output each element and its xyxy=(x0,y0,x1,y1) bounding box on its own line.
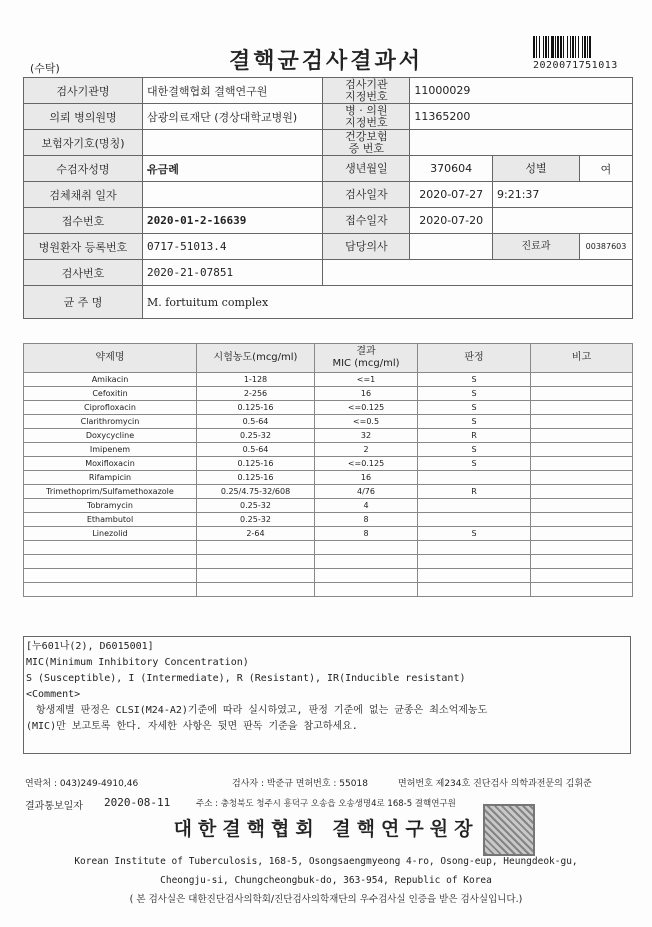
table-row xyxy=(24,443,633,457)
table-row xyxy=(24,541,633,555)
drug-mic-cell xyxy=(315,569,418,583)
notify-date: 2020-08-11 xyxy=(104,796,171,809)
drug-drug-cell xyxy=(24,569,197,583)
drug-table xyxy=(23,343,633,597)
table-row xyxy=(24,569,633,583)
drug-drug-cell: Trimethoprim/Sulfamethoxazole xyxy=(24,485,197,499)
drug-interp-cell xyxy=(418,499,531,513)
comment-label: <Comment> xyxy=(26,689,81,700)
receipt-date: 2020-07-20 xyxy=(410,208,493,234)
test-date: 2020-07-27 xyxy=(410,182,493,208)
drug-remark-cell xyxy=(531,373,633,387)
drug-conc-cell: 2-64 xyxy=(197,527,315,541)
drug-drug-cell: Ethambutol xyxy=(24,513,197,527)
notify-label: 결과통보일자 xyxy=(25,801,83,812)
official-seal-icon xyxy=(483,804,535,856)
drug-mic-cell: 32 xyxy=(315,429,418,443)
drug-drug-cell: Linezolid xyxy=(24,527,197,541)
drug-drug-cell xyxy=(24,583,197,597)
drug-interp-cell: S xyxy=(418,373,531,387)
drug-remark-cell xyxy=(531,541,633,555)
receipt-date-label: 접수일자 xyxy=(323,208,410,234)
license: 면허번호 제234호 진단검사 의학과전문의 김휘준 xyxy=(398,779,592,789)
drug-interp-cell: R xyxy=(418,485,531,499)
drug-header: 약제명 xyxy=(24,344,197,373)
drug-remark-cell xyxy=(531,471,633,485)
mic-header: 결과 MIC (mcg/ml) xyxy=(315,344,418,373)
table-row xyxy=(24,485,633,499)
table-row xyxy=(24,499,633,513)
drug-interp-cell: S xyxy=(418,415,531,429)
drug-conc-cell xyxy=(197,583,315,597)
form-type: (수탁) xyxy=(30,62,60,75)
mic-definition: MIC(Minimum Inhibitory Concentration) xyxy=(26,657,249,668)
dob: 370604 xyxy=(410,156,493,182)
health-no-label: 건강보험 증 번호 xyxy=(323,130,410,156)
table-row xyxy=(24,373,633,387)
drug-drug-cell: Moxifloxacin xyxy=(24,457,197,471)
drug-interp-cell xyxy=(418,569,531,583)
drug-interp-cell xyxy=(418,541,531,555)
drug-remark-cell xyxy=(531,569,633,583)
drug-remark-cell xyxy=(531,457,633,471)
receipt-no-label: 접수번호 xyxy=(24,208,143,234)
drug-interp-cell: S xyxy=(418,527,531,541)
document-title: 결핵균검사결과서 xyxy=(228,48,424,74)
certification-note: ( 본 검사실은 대한진단검사의학회/진단검사의학재단의 우수검사실 인증을 받은 검사실입니다.) xyxy=(129,894,523,905)
patient-label: 수검자성명 xyxy=(24,156,143,182)
drug-drug-cell: Clarithromycin xyxy=(24,415,197,429)
organism: M. fortuitum complex xyxy=(143,286,633,319)
drug-conc-cell xyxy=(197,541,315,555)
insured-label: 보험자기호(명칭) xyxy=(24,130,143,156)
drug-conc-cell: 1-128 xyxy=(197,373,315,387)
drug-interp-cell xyxy=(418,555,531,569)
table-row xyxy=(24,583,633,597)
dept: 00387603 xyxy=(580,234,633,260)
drug-drug-cell: Ciprofloxacin xyxy=(24,401,197,415)
clinic-code-label: 병 · 의원 지정번호 xyxy=(323,104,410,130)
drug-conc-cell: 0.25-32 xyxy=(197,499,315,513)
drug-remark-cell xyxy=(531,485,633,499)
drug-mic-cell: <=0.5 xyxy=(315,415,418,429)
doctor-label: 담당의사 xyxy=(323,234,410,260)
table-row xyxy=(24,429,633,443)
table-row xyxy=(24,527,633,541)
receipt-no: 2020-01-2-16639 xyxy=(143,208,323,234)
clinic-code: 11365200 xyxy=(410,104,633,130)
drug-remark-cell xyxy=(531,527,633,541)
drug-interp-cell xyxy=(418,513,531,527)
legend-text: S (Susceptible), I (Intermediate), R (Resistant), IR(Inducible resistant) xyxy=(26,673,466,684)
drug-conc-cell xyxy=(197,569,315,583)
drug-drug-cell: Amikacin xyxy=(24,373,197,387)
dept-label: 진료과 xyxy=(493,234,580,260)
drug-conc-cell: 0.125-16 xyxy=(197,401,315,415)
drug-mic-cell: 4 xyxy=(315,499,418,513)
drug-conc-cell: 0.5-64 xyxy=(197,415,315,429)
drug-mic-cell xyxy=(315,555,418,569)
table-row xyxy=(24,387,633,401)
english-address-line-2: Cheongju-si, Chungcheongbuk-do, 363-954, Republic of Korea xyxy=(160,875,492,886)
drug-remark-cell xyxy=(531,555,633,569)
test-date-label: 검사일자 xyxy=(323,182,410,208)
examiner: 검사자 : 박준규 면허번호 : 55018 xyxy=(232,779,368,789)
drug-conc-cell: 0.25-32 xyxy=(197,513,315,527)
dob-label: 생년월일 xyxy=(323,156,410,182)
remark-header: 비고 xyxy=(531,344,633,373)
drug-mic-cell xyxy=(315,583,418,597)
exam-no-label: 검사번호 xyxy=(24,260,143,286)
drug-mic-cell: 8 xyxy=(315,513,418,527)
drug-mic-cell: 16 xyxy=(315,387,418,401)
test-time: 9:21:37 xyxy=(493,182,633,208)
drug-conc-cell xyxy=(197,555,315,569)
drug-conc-cell: 0.25/4.75-32/608 xyxy=(197,485,315,499)
drug-remark-cell xyxy=(531,429,633,443)
drug-remark-cell xyxy=(531,583,633,597)
comment-line-2: (MIC)만 보고토록 한다. 자세한 사항은 뒷면 판독 기준을 참고하세요. xyxy=(26,721,358,732)
table-row xyxy=(24,471,633,485)
drug-mic-cell xyxy=(315,541,418,555)
organization-name: 대한결핵협회 결핵연구원장 xyxy=(173,818,479,840)
drug-mic-cell: <=0.125 xyxy=(315,457,418,471)
drug-drug-cell: Rifampicin xyxy=(24,471,197,485)
drug-conc-cell: 0.5-64 xyxy=(197,443,315,457)
hospital-no-label: 병원환자 등록번호 xyxy=(24,234,143,260)
drug-interp-cell xyxy=(418,583,531,597)
drug-interp-cell: S xyxy=(418,443,531,457)
drug-conc-cell: 0.125-16 xyxy=(197,471,315,485)
comment-line-1: 항생제별 판정은 CLSI(M24-A2)기준에 따라 실시하였고, 판정 기준에 없는 균종은 최소억제농도 xyxy=(36,705,488,716)
collect-date xyxy=(143,182,323,208)
contact: 연락처 : 043)249-4910,46 xyxy=(25,779,139,789)
drug-remark-cell xyxy=(531,387,633,401)
drug-interp-cell: S xyxy=(418,387,531,401)
lab-code-label: 검사기관 지정번호 xyxy=(323,78,410,104)
drug-drug-cell: Doxycycline xyxy=(24,429,197,443)
lab-name: 대한결핵협회 결핵연구원 xyxy=(143,78,323,104)
hospital-no: 0717-51013.4 xyxy=(143,234,323,260)
drug-interp-cell: S xyxy=(418,401,531,415)
drug-remark-cell xyxy=(531,499,633,513)
drug-remark-cell xyxy=(531,401,633,415)
notes-box xyxy=(23,636,631,754)
drug-conc-cell: 2-256 xyxy=(197,387,315,401)
drug-mic-cell: <=1 xyxy=(315,373,418,387)
drug-drug-cell: Tobramycin xyxy=(24,499,197,513)
drug-remark-cell xyxy=(531,443,633,457)
table-row xyxy=(24,415,633,429)
barcode-icon xyxy=(533,36,627,58)
drug-mic-cell: <=0.125 xyxy=(315,401,418,415)
drug-drug-cell xyxy=(24,541,197,555)
lab-name-label: 검사기관명 xyxy=(24,78,143,104)
drug-interp-cell: R xyxy=(418,429,531,443)
drug-interp-cell: S xyxy=(418,457,531,471)
table-row xyxy=(24,457,633,471)
drug-mic-cell: 16 xyxy=(315,471,418,485)
clinic-label: 의뢰 병의원명 xyxy=(24,104,143,130)
doctor xyxy=(410,234,493,260)
drug-mic-cell: 4/76 xyxy=(315,485,418,499)
table-row xyxy=(24,513,633,527)
info-table xyxy=(23,77,633,319)
insured-value xyxy=(143,130,323,156)
drug-mic-cell: 8 xyxy=(315,527,418,541)
sex-label: 성별 xyxy=(493,156,580,182)
drug-mic-cell: 2 xyxy=(315,443,418,457)
clinic-name: 삼광의료재단 (경상대학교병원) xyxy=(143,104,323,130)
conc-header: 시험농도(mcg/ml) xyxy=(197,344,315,373)
collect-date-label: 검체채취 일자 xyxy=(24,182,143,208)
exam-no: 2020-21-07851 xyxy=(143,260,323,286)
drug-remark-cell xyxy=(531,415,633,429)
drug-interp-cell xyxy=(418,471,531,485)
notes-code: [누601나(2), D6015001] xyxy=(26,641,154,652)
sex: 여 xyxy=(580,156,633,182)
table-row xyxy=(24,401,633,415)
lab-code: 11000029 xyxy=(410,78,633,104)
drug-drug-cell: Imipenem xyxy=(24,443,197,457)
barcode-number: 2020071751013 xyxy=(533,60,618,71)
interp-header: 판정 xyxy=(418,344,531,373)
korean-address: 주소 : 충청북도 청주시 흥덕구 오송읍 오송생명4로 168-5 결핵연구원 xyxy=(196,799,456,809)
health-no xyxy=(410,130,633,156)
table-row xyxy=(24,555,633,569)
organism-label: 균 주 명 xyxy=(24,286,143,319)
drug-conc-cell: 0.25-32 xyxy=(197,429,315,443)
drug-conc-cell: 0.125-16 xyxy=(197,457,315,471)
drug-drug-cell xyxy=(24,555,197,569)
english-address-line-1: Korean Institute of Tuberculosis, 168-5, Osongsaengmyeong 4-ro, Osong-eup, Heungdeok-gu, xyxy=(74,856,578,867)
patient-name: 유금례 xyxy=(143,156,323,182)
drug-remark-cell xyxy=(531,513,633,527)
drug-drug-cell: Cefoxitin xyxy=(24,387,197,401)
